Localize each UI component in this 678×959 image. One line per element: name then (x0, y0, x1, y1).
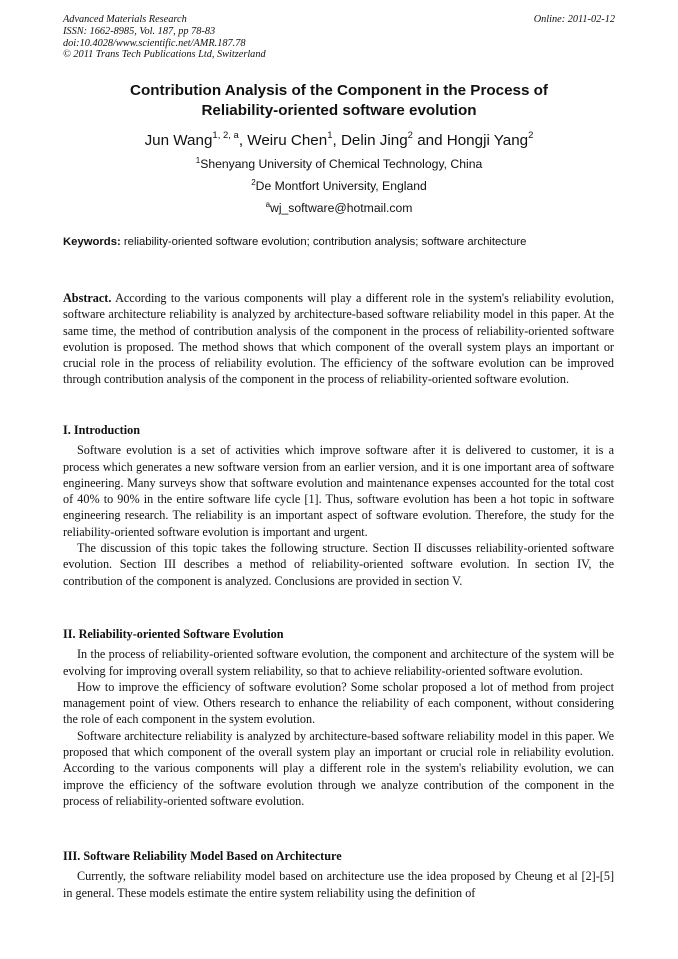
section-introduction (63, 422, 614, 589)
abstract-paragraph (63, 290, 614, 388)
paper-title (60, 81, 618, 120)
affiliation-2 (60, 179, 618, 194)
section-reliability-evolution (63, 626, 614, 809)
section-heading: III. Software Reliability Model Based on Architecture (63, 849, 342, 863)
affiliation-text: De Montfort University, England (255, 179, 427, 193)
issn-line: ISSN: 1662-8985, Vol. 187, pp 78-83 (63, 25, 216, 37)
section-reliability-model (63, 848, 614, 901)
affiliation-sup: a (265, 200, 271, 209)
paragraph: In the process of reliability-oriented software evolution, the component and architecture of the system will be evolving for improving overall system reliability, so that to achieve reliability-oriented software evolution. (63, 647, 614, 678)
section-heading: II. Reliability-oriented Software Evolution (63, 627, 284, 641)
abstract-text: According to the various components will play a different role in the system's reliability evolution, software architecture reliability is analyzed by architecture-based software reliability model in this paper. At the same time, the method of contribution analysis of the component in the process of reliability-oriented software evolution is proposed. The method shows that which component of the overall system plays an important or crucial role in the process of reliability evolution. The efficiency of the software evolution can be improved through contribution analysis of the component in the process of reliability-oriented software evolution. (63, 291, 615, 387)
abstract-label: Abstract. (63, 291, 112, 305)
paragraph: Software architecture reliability is analyzed by architecture-based software reliability model in this paper. We proposed that which component of the overall system play an important or crucial role in reliability evolution. According to the various components will play a different role in the system's reliability evolution, we can improve the efficiency of the software evolution through we analyze contribution of the component in the process of reliability-oriented software evolution. (63, 728, 614, 808)
journal-name: Advanced Materials Research (63, 14, 187, 25)
keywords (63, 235, 623, 250)
email-text: wj_software@hotmail.com (270, 201, 413, 215)
author-name: Delin Jing (340, 132, 408, 149)
title-line-2: Reliability-oriented software evolution (201, 101, 477, 119)
paragraph: The discussion of this topic takes the following structure. Section II discusses reliability-oriented software evolution. Section III describes a method of reliability-oriented software evolution. In section IV, the contribution of the component is analyzed. Conclusions are provided in section V. (63, 541, 614, 588)
paragraph: How to improve the efficiency of software evolution? Some scholar proposed a lot of method from project management point of view. Others research to enhance the reliability of each component, without considering the role of each component in the system evolution. (63, 679, 614, 727)
online-date: Online: 2011-02-12 (533, 14, 615, 25)
paragraph: Currently, the software reliability model based on architecture use the idea proposed by Cheung et al [2]-[5] in general. These models estimate the entire system reliability using the definition of (63, 869, 614, 900)
section-heading: I. Introduction (63, 423, 140, 437)
author-and: and (417, 132, 443, 149)
author-name: Hongji Yang (446, 132, 529, 149)
author-list: Jun Wang$^{1, 2, a}$, Weiru Chen$^1$, Delin Jing$^2$ and Hongji Yang$^2$ (144, 130, 534, 149)
author-sup: 1, 2, a (212, 130, 239, 141)
author-sup: 2 (407, 130, 413, 141)
abstract (63, 290, 614, 388)
author-name: Weiru Chen (247, 132, 328, 149)
title-line-1: Contribution Analysis of the Component in the Process of (130, 82, 548, 99)
page-header (63, 14, 615, 61)
keywords-text: reliability-oriented software evolution; contribution analysis; software architecture (123, 236, 527, 248)
doi-line: doi:10.4028/www.scientific.net/AMR.187.78 (63, 37, 246, 49)
keywords-label: Keywords: (63, 236, 121, 248)
author-sup: 2 (528, 130, 534, 141)
affiliation-1 (60, 157, 618, 172)
affiliation-email (60, 201, 618, 216)
affiliation-sup: 2 (251, 178, 256, 187)
affiliation-sup: 1 (195, 156, 201, 165)
author-name: Jun Wang (144, 132, 213, 149)
affiliation-text: Shenyang University of Chemical Technology, China (200, 157, 483, 171)
paragraph: Software evolution is a set of activities which improve software after it is delivered to customer, it is a process which generates a new software version from an earlier version, and it is one important area of software engineering. Many surveys show that software evolution and maintenance expenses accounted for the total cost of 40% to 90% in the entire software life cycle [1]. Thus, software evolution has been a hot topic in software engineering research. The reliability is an important aspect of software evolution. Therefore, the study for the reliability-oriented software evolution is important and urgent. (63, 443, 614, 539)
copyright-line: © 2011 Trans Tech Publications Ltd, Switzerland (63, 49, 266, 61)
author-sup: 1 (327, 130, 333, 141)
